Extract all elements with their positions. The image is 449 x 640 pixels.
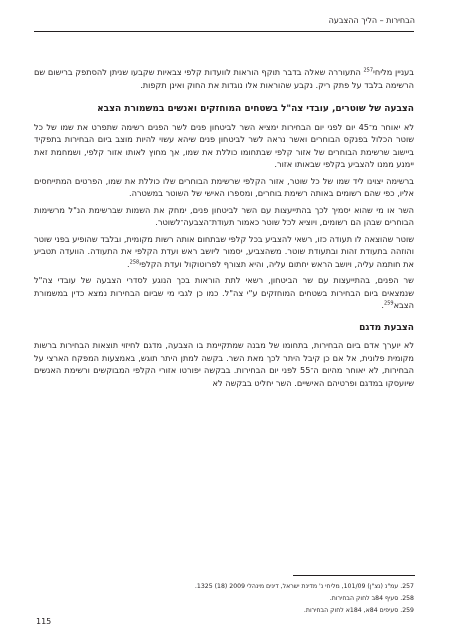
paragraph-text: שר הפנים, בהתייעצות עם שר הביטחון, רשאי לתת הוראות בכך הנוגע לסדרי הצבעה של עובדי צה"ל שנמצאים ביום הבחירות בשטחים המוחזקים ע"י צה"ל. כמו כן לגבי מי שביום הבחירות נמצא כדין במשמורת הצבא (34, 275, 414, 310)
paragraph-text: . (381, 300, 385, 310)
paragraph-text: שוטר שהוצאה לו תעודה כזו, רשאי להצביע בכל קלפי שבתחום אותה רשות מקומית, ובלבד שהופיע בפני שוטר והוזהה בתעודת זהות ובתעודת שוטר. משהצביע, יסמור ליושב ראש ועדת הקלפי את התעודה. הוועדה תטביע את חותמה עליה, ויושב הראש יחתום עליה, והיא תצורף לפרוטוקול ועדת הקלפי (34, 233, 414, 269)
paragraph-voting-certificate: השר או מי שהוא יסמיך לכך בהתייעצות עם השר לביטחון פנים, ימחק את השמות שברשימת הנ"ל מרשימות הבוחרים שבהן הם רשומים, ויוציא לכל שוטר כאמור תעודת־הצבעה־לשוטר. (34, 204, 414, 227)
footnotes (34, 582, 414, 618)
footnote-257 (34, 582, 414, 591)
paragraph-text: בעניין מליחי (373, 67, 415, 77)
paragraph-maliha (34, 66, 414, 91)
footnote-ref-259[interactable]: 259 (384, 300, 394, 307)
footnote-ref-257[interactable]: 257 (363, 67, 374, 74)
footnote-rule (293, 575, 415, 576)
body-text (34, 66, 414, 393)
paragraph-text: . (127, 258, 130, 269)
paragraph-police-voting-procedure (34, 233, 414, 271)
running-header: הבחירות – הליך ההצבעה (328, 16, 415, 25)
footnote-258 (34, 594, 414, 603)
footnote-number: 257 (402, 583, 414, 590)
paragraph-sample-poll: לא יוערך אדם ביום הבחירות, בתחומו של מבנה שמתקיימת בו הצבעה, מדגם לחיזוי תוצאות הבחירות ברשות מקומית פלונית, אל אם כן קיבל היתר לכך מאת השר. בקשה למתן היתר תוגש, באמצעות המפקח הארצי על הבחירות, לא יאוחר מהיום ה־55 לפני יום הבחירות. בבקשה יפורטו אזורי הקלפי המבוקשים ורשימת האנשים שיועסקו במדגם ופרטיהם האישיים. השר יחליט בבקשה לא (34, 340, 414, 388)
section-heading-police-voting: הצבעה של שוטרים, עובדי צה"ל בשטחים המוחזקים ואנשים במשמורת הצבא (97, 104, 414, 114)
paragraph-list-details: ברשימה יצוינו ליד שמו של כל שוטר, אזור הקלפי שרשימת הבוחרים שלו כוללת את שמו, הפרטים המתייחסים אליו, כפי שהם רשומים באותה רשימת בוחרים, ומספרו האישי של השוטר במשטרה. (34, 175, 414, 198)
footnote-text: . סעיפים 84א, 184א לחוק הבחירות. (303, 607, 403, 614)
paragraph-text: התעוררה שאלה בדבר תוקף הוראות לוועדות קלפי צבאיות שקבעו שניתן להסתפק ברישום שם הרשימה בלבד על פתק ריק. נקבע שהוראות אלו נוגדות את החוק ואינן תקפות. (34, 67, 414, 90)
footnote-number: 259 (402, 607, 414, 614)
paragraph-idf-voting (34, 274, 414, 312)
paragraph-police-list: לא יאוחר מ־45 יום לפני יום הבחירות ימציא השר לביטחון פנים לשר הפנים רשימה שתפרט את שמו של כל שוטר הכלול בפנקס הבוחרים ואשר נראה לשר לביטחון פנים שיהא עשוי להיות מוצב ביום הבחירות בתפקיד ביישוב שרשימת הבוחרים של אזור קלפי שבתחומו כוללת את שמו, אך מחוץ לאותו אזור קלפי, ושמחמת זאת יימנע ממנו להצביע בקלפי שבאותו אזור. (34, 121, 414, 169)
footnote-text: . עמ"נ (נצ"ן) 09/‏101, מליחי נ' מדינת ישראל, דינים מינהלי 2009 (18) 1325. (194, 583, 403, 590)
footnote-ref-258[interactable]: 258 (129, 258, 140, 265)
header-rule (34, 31, 414, 32)
section-heading-sample-poll: הצבעת מדגם (359, 322, 414, 333)
footnote-text: . סעיף 84ב לחוק הבחירות. (329, 595, 403, 602)
page-number: 115 (36, 617, 52, 626)
footnote-259 (34, 606, 414, 615)
footnote-number: 258 (402, 595, 414, 602)
